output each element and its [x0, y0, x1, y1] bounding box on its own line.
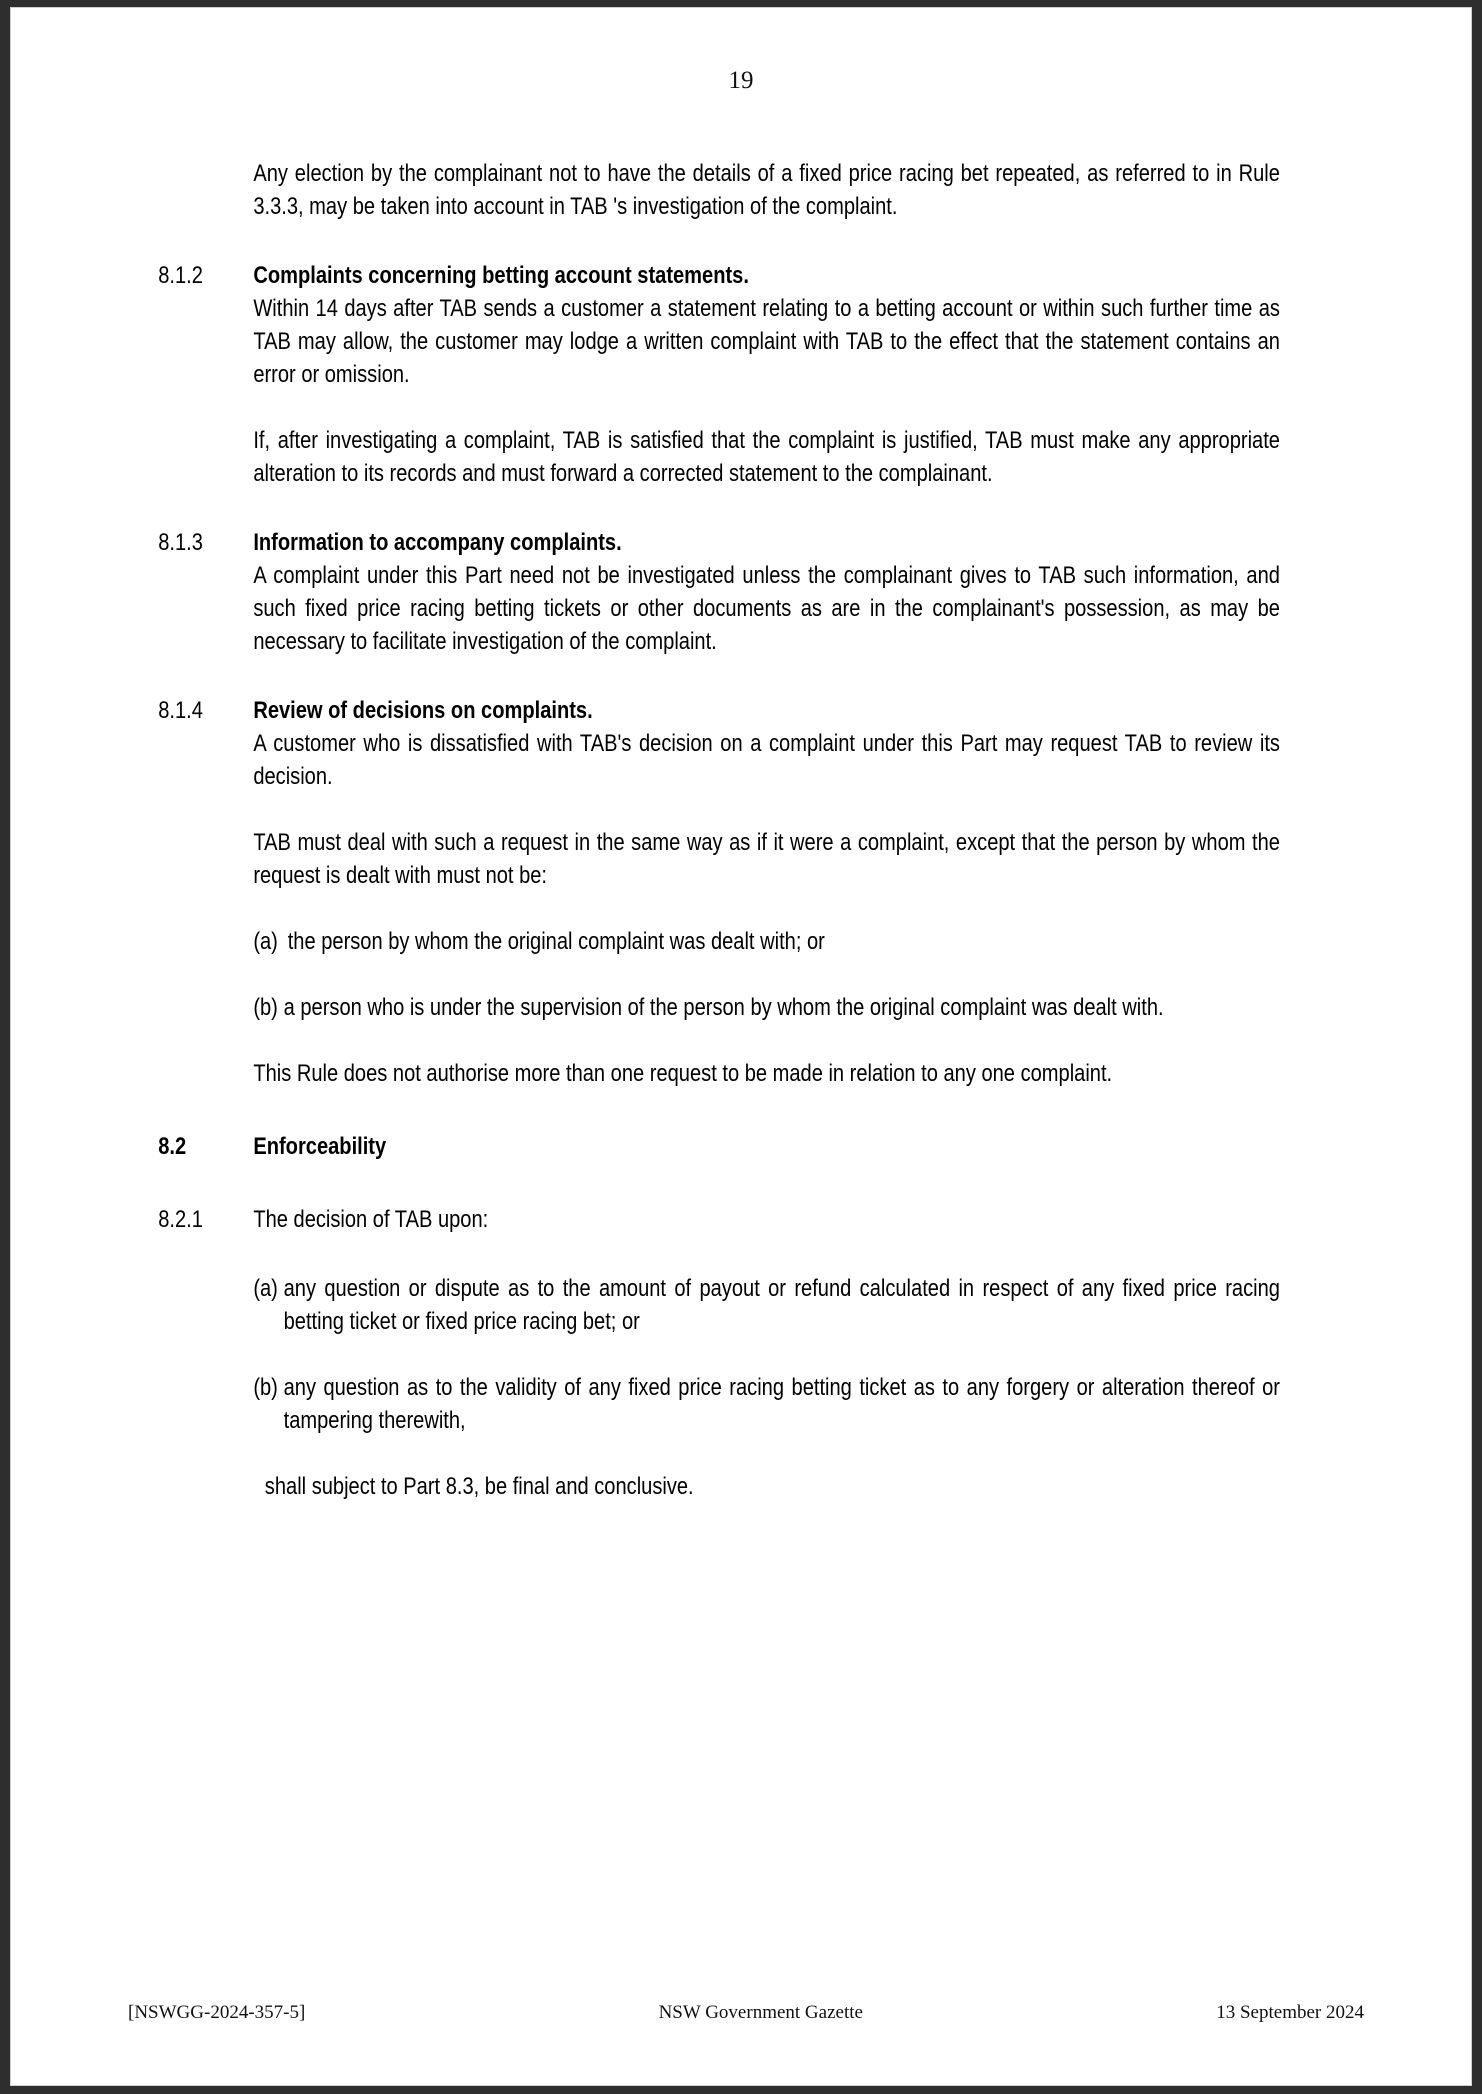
spacer	[253, 1437, 1280, 1470]
list-item-8-2-1-a	[253, 1272, 1280, 1338]
page-number: 19	[728, 67, 754, 94]
section-8-1-4	[150, 694, 1280, 1090]
section-heading-8-1-2: Complaints concerning betting account statements.	[253, 262, 749, 289]
section-8-1-2-paragraph-1: Within 14 days after TAB sends a customer a statement relating to a betting account or within such further time as TAB may allow, the customer may lodge a written complaint with TAB to the effect that the statement contains an error or omission.	[253, 295, 1280, 388]
list-item-8-1-4-b	[253, 991, 1280, 1024]
section-body-8-1-2	[253, 259, 1280, 490]
section-body-8-1-4	[253, 694, 1280, 1090]
section-number-8-1-3: 8.1.3	[158, 529, 203, 556]
spacer	[253, 1338, 1280, 1371]
section-body-8-1-3	[253, 526, 1280, 658]
section-8-2-1-conclusion: shall subject to Part 8.3, be final and conclusive.	[264, 1473, 694, 1500]
spacer	[253, 1024, 1280, 1057]
section-number-8-2-1: 8.2.1	[158, 1206, 203, 1233]
intro-row	[150, 157, 1280, 223]
part-title-body	[253, 1130, 1280, 1163]
list-item-text: any question or dispute as to the amount of payout or refund calculated in respect of any fixed price racing betting ticket or fixed price racing bet; or	[283, 1275, 1280, 1335]
part-title-8-2: Enforceability	[253, 1133, 387, 1160]
intro-paragraph: Any election by the complainant not to have the details of a fixed price racing bet repeated, as referred to in Rule 3.3.3, may be taken into account in TAB 's investigation of the complaint.	[253, 160, 1280, 220]
list-item-text: the person by whom the original complaint was dealt with; or	[287, 928, 825, 955]
spacer	[253, 391, 1280, 424]
section-heading-8-1-3: Information to accompany complaints.	[253, 529, 622, 556]
section-heading-8-1-4: Review of decisions on complaints.	[253, 697, 593, 724]
page-sheet	[10, 7, 1472, 2086]
section-8-1-4-paragraph-1: A customer who is dissatisfied with TAB's decision on a complaint under this Part may request TAB to review its decision.	[253, 730, 1280, 790]
section-number-8-1-4: 8.1.4	[158, 697, 203, 724]
spacer	[253, 1236, 1280, 1272]
section-number-8-1-2: 8.1.2	[158, 262, 203, 289]
footer-publication: NSW Government Gazette	[658, 2002, 863, 2023]
footer-reference: [NSWGG-2024-357-5]	[128, 2002, 306, 2023]
spacer	[253, 793, 1280, 826]
section-8-1-3	[150, 526, 1280, 658]
spacer	[150, 1163, 1280, 1203]
section-8-1-2	[150, 259, 1280, 490]
part-8-2-heading-row	[150, 1130, 1280, 1163]
section-8-1-4-paragraph-2: TAB must deal with such a request in the same way as if it were a complaint, except that the person by whom the request is dealt with must not be:	[253, 829, 1280, 889]
list-item-8-1-4-a	[253, 925, 1280, 958]
page-footer	[128, 2002, 1364, 2024]
document-content	[150, 157, 1280, 1503]
section-8-1-2-paragraph-2: If, after investigating a complaint, TAB is satisfied that the complaint is justified, TAB must make any appropriate alteration to its records and must forward a corrected statement to the complainant.	[253, 427, 1280, 487]
list-item-label: (a)	[253, 928, 278, 955]
list-item-text: a person who is under the supervision of the person by whom the original complaint was dealt with.	[283, 994, 1164, 1021]
spacer	[150, 490, 1280, 526]
section-8-1-4-closing: This Rule does not authorise more than one request to be made in relation to any one complaint.	[253, 1060, 1113, 1087]
list-item-8-2-1-b	[253, 1371, 1280, 1437]
section-body-8-2-1	[253, 1203, 1280, 1503]
intro-body	[253, 157, 1280, 223]
spacer	[150, 1090, 1280, 1130]
section-8-1-3-paragraph-1: A complaint under this Part need not be investigated unless the complainant gives to TAB such information, and such fixed price racing betting tickets or other documents as are in the complainant's possession, as may be necessary to facilitate investigation of the complaint.	[253, 562, 1280, 655]
spacer	[150, 658, 1280, 694]
section-8-2-1	[150, 1203, 1280, 1503]
list-item-label: (b)	[253, 994, 278, 1021]
spacer	[253, 892, 1280, 925]
list-item-label: (b)	[253, 1374, 278, 1401]
spacer	[253, 958, 1280, 991]
list-item-text: any question as to the validity of any fixed price racing betting ticket as to any forgery or alteration thereof or tampering therewith,	[283, 1374, 1280, 1434]
footer-date: 13 September 2024	[1216, 2002, 1364, 2023]
list-item-label: (a)	[253, 1275, 278, 1302]
spacer	[150, 223, 1280, 259]
section-8-2-1-lead: The decision of TAB upon:	[253, 1206, 489, 1233]
part-number-8-2: 8.2	[158, 1133, 187, 1160]
